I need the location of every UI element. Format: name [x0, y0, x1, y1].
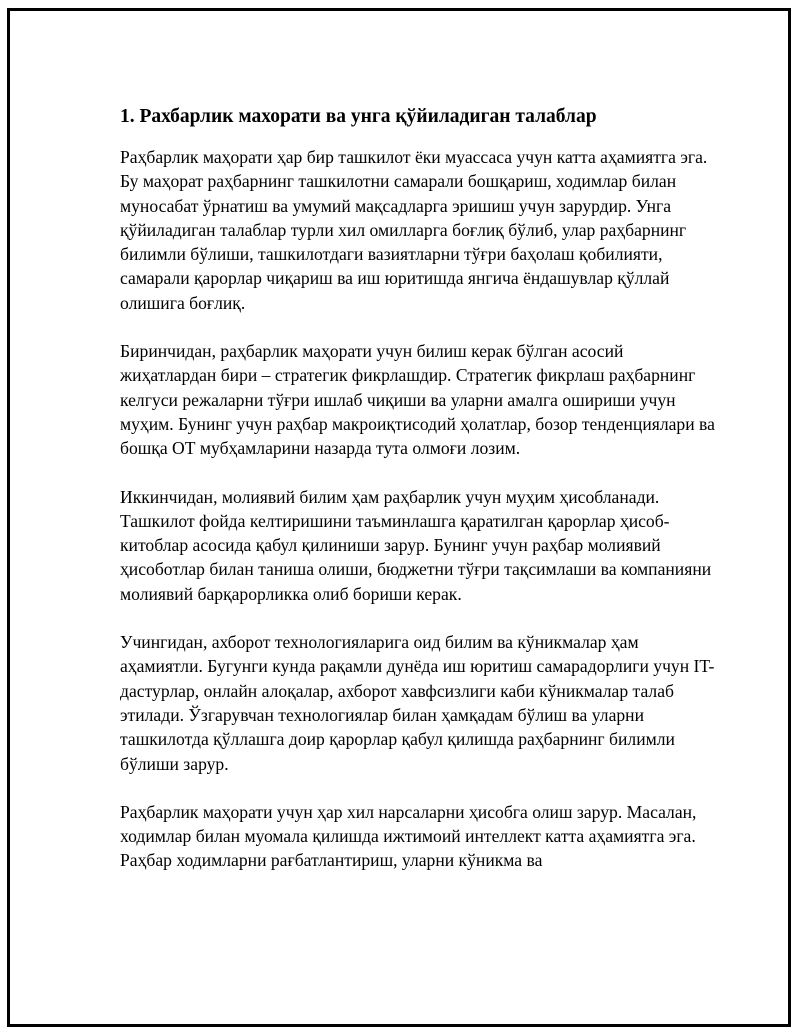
document-body — [120, 103, 720, 897]
paragraph-3: Иккинчидан, молиявий билим ҳам раҳбарлик учун муҳим ҳисобланади. Ташкилот фойда келтиришини таъминлашга қаратилган қарорлар ҳисоб-китоблар асосида қабул қилиниши зарур. Бунинг учун раҳбар молиявий ҳисоботлар билан таниша олиши, бюджетни тўғри тақсимлаши ва компанияни молиявий барқарорликка олиб бориши керак. — [120, 486, 712, 604]
page-frame — [7, 8, 791, 1027]
paragraph-5: Раҳбарлик маҳорати учун ҳар хил нарсаларни ҳисобга олиш зарур. Масалан, ходимлар билан муомала қилишда ижтимоий интеллект катта аҳамиятга эга. Раҳбар ходимларни рағбатлантириш, уларни кўникма ва — [120, 801, 697, 871]
document-title: 1. Рахбарлик махорати ва унга қўйиладиган талаблар — [120, 106, 597, 127]
paragraph-4: Учингидан, ахборот технологияларига оид билим ва кўникмалар ҳам аҳамиятли. Бугунги кунда рақамли дунёда иш юритиш самарадорлиги учун IT-дастурлар, онлайн алоқалар, ахборот хавфсизлиги каби кўникмалар талаб этилади. Ўзгарувчан технологиялар билан ҳамқадам бўлиш ва уларни ташкилотда қўллашга доир қарорлар қабул қилишда раҳбарнинг билимли бўлиши зарур. — [120, 632, 715, 774]
paragraph-1: Раҳбарлик маҳорати ҳар бир ташкилот ёки муассаса учун катта аҳамиятга эга. Бу маҳорат раҳбарнинг ташкилотни самарали бошқариш, ходимлар билан муносабат ўрнатиш ва умумий мақсадларга эришиш учун зарурдир. Унга қўйиладиган талаблар турли хил омилларга боғлиқ бўлиб, улар раҳбарнинг билимли бўлиши, ташкилотдаги вазиятларни тўғри баҳолаш қобилияти, самарали қарорлар чиқариш ва иш юритишда янгича ёндашувлар қўллай олишига боғлиқ. — [120, 147, 708, 313]
paragraph-2: Биринчидан, раҳбарлик маҳорати учун билиш керак бўлган асосий жиҳатлардан бири – стратегик фикрлашдир. Стратегик фикрлаш раҳбарнинг келгуси режаларни тўғри ишлаб чиқиши ва уларни амалга ошириши учун муҳим. Бунинг учун раҳбар макроиқтисодий ҳолатлар, бозор тенденциялари ва бошқа ОТ мубҳамларини назарда тута олмоғи лозим. — [120, 341, 715, 459]
